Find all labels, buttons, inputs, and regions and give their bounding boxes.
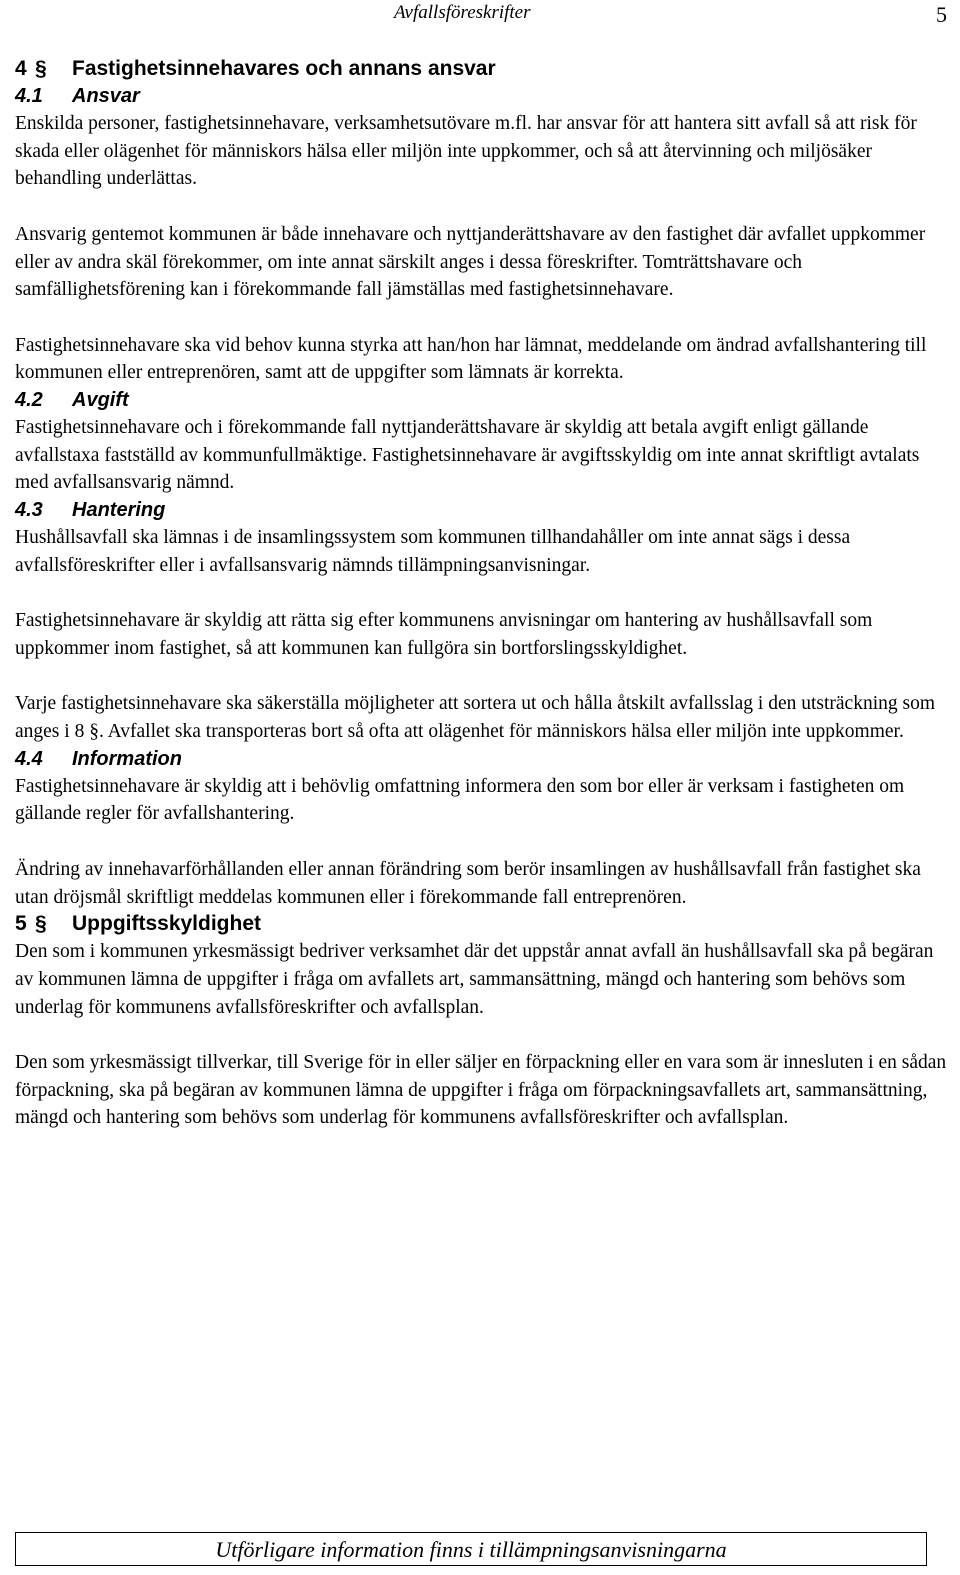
paragraph: Ansvarig gentemot kommunen är både innehavare och nyttjanderättshavare av den fastighet där avfallet uppkommer eller av andra skäl förekommer, om inte annat särskilt anges i dessa föreskrifter. Tomträttshavare och samfällighetsförening kan i förekommande fall jämställas med fastighetsinnehavare. — [15, 223, 926, 301]
subsection-title: Ansvar — [72, 85, 140, 107]
section-symbol: § — [35, 912, 47, 936]
subsection-number: 4.4 — [15, 747, 43, 770]
footer-note: Utförligare information finns i tillämpningsanvisningarna — [15, 1532, 927, 1566]
paragraph: Enskilda personer, fastighetsinnehavare, verksamhetsutövare m.fl. har ansvar för att hantera sitt avfall så att risk för skada eller olägenhet för människors hälsa eller miljön inte uppkommer, och så att återvinning och miljösäker behandling underlättas. — [15, 113, 917, 190]
paragraph: Fastighetsinnehavare är skyldig att i behövlig omfattning informera den som bor eller är verksam i fastigheten om gällande regler för avfallshantering. — [15, 775, 905, 825]
subsection-number: 4.1 — [15, 85, 43, 107]
paragraph: Den som i kommunen yrkesmässigt bedriver verksamhet där det uppstår annat avfall än hushållsavfall ska på begäran av kommunen lämna de uppgifter i fråga om avfallets art, sammansättning, mängd och hantering som behövs som underlag för kommunens avfallsföreskrifter och avfallsplan. — [15, 941, 934, 1018]
subsection-4-2-heading — [15, 387, 950, 414]
paragraph: Fastighetsinnehavare ska vid behov kunna styrka att han/hon har lämnat, meddelande om ändrad avfallshantering till kommunen eller entreprenören, samt att de uppgifter som lämnats är korrekta. — [15, 334, 927, 384]
subsection-title: Information — [72, 747, 182, 770]
section-symbol: § — [35, 57, 47, 80]
subsection-number: 4.3 — [15, 499, 43, 522]
paragraph: Hushållsavfall ska lämnas i de insamlingssystem som kommunen tillhandahåller om inte annat sägs i dessa avfallsföreskrifter eller i avfallsansvarig nämnds tillämpningsanvisningar. — [15, 527, 851, 576]
paragraph: Varje fastighetsinnehavare ska säkerställa möjligheter att sortera ut och hålla åtskilt avfallsslag i den utsträckning som anges i 8 §. Avfallet ska transporteras bort så ofta att olägenhet för människors hälsa eller miljön inte uppkommer. — [15, 693, 936, 742]
subsection-4-3-heading — [15, 497, 950, 524]
document-body — [15, 56, 950, 1132]
running-header-title: Avfallsföreskrifter — [394, 2, 531, 23]
page-number: 5 — [936, 2, 947, 27]
section-4-heading — [15, 56, 950, 83]
paragraph: Ändring av innehavarförhållanden eller annan förändring som berör insamlingen av hushållsavfall från fastighet ska utan dröjsmål skriftligt meddelas kommunen eller i förekommande fall entreprenören. — [15, 858, 921, 908]
paragraph: Den som yrkesmässigt tillverkar, till Sverige för in eller säljer en förpackning eller en vara som är innesluten i en sådan förpackning, ska på begäran av kommunen lämna de uppgifter i fråga om förpackningsavfallets art, sammansättning, mängd och hantering som behövs som underlag för kommunens avfallsföreskrifter och avfallsplan. — [15, 1052, 947, 1129]
subsection-number: 4.2 — [15, 389, 43, 411]
section-title: Uppgiftsskyldighet — [72, 912, 262, 936]
paragraph: Fastighetsinnehavare och i förekommande fall nyttjanderättshavare är skyldig att betala avgift enligt gällande avfallstaxa fastställd av kommunfullmäktige. Fastighetsinnehavare är avgiftsskyldig om inte annat skriftligt avtalats med avfallsansvarig nämnd. — [15, 417, 920, 494]
subsection-4-1-heading — [15, 83, 950, 110]
subsection-4-4-heading — [15, 746, 950, 773]
section-5-heading — [15, 911, 950, 938]
subsection-title: Hantering — [72, 499, 166, 522]
subsection-title: Avgift — [72, 389, 129, 411]
section-number: 5 — [15, 912, 27, 936]
section-title: Fastighetsinnehavares och annans ansvar — [72, 57, 496, 80]
section-number: 4 — [15, 57, 27, 80]
paragraph: Fastighetsinnehavare är skyldig att rätta sig efter kommunens anvisningar om hantering av hushållsavfall som uppkommer inom fastighet, så att kommunen kan fullgöra sin bortforslingsskyldighet. — [15, 610, 873, 659]
